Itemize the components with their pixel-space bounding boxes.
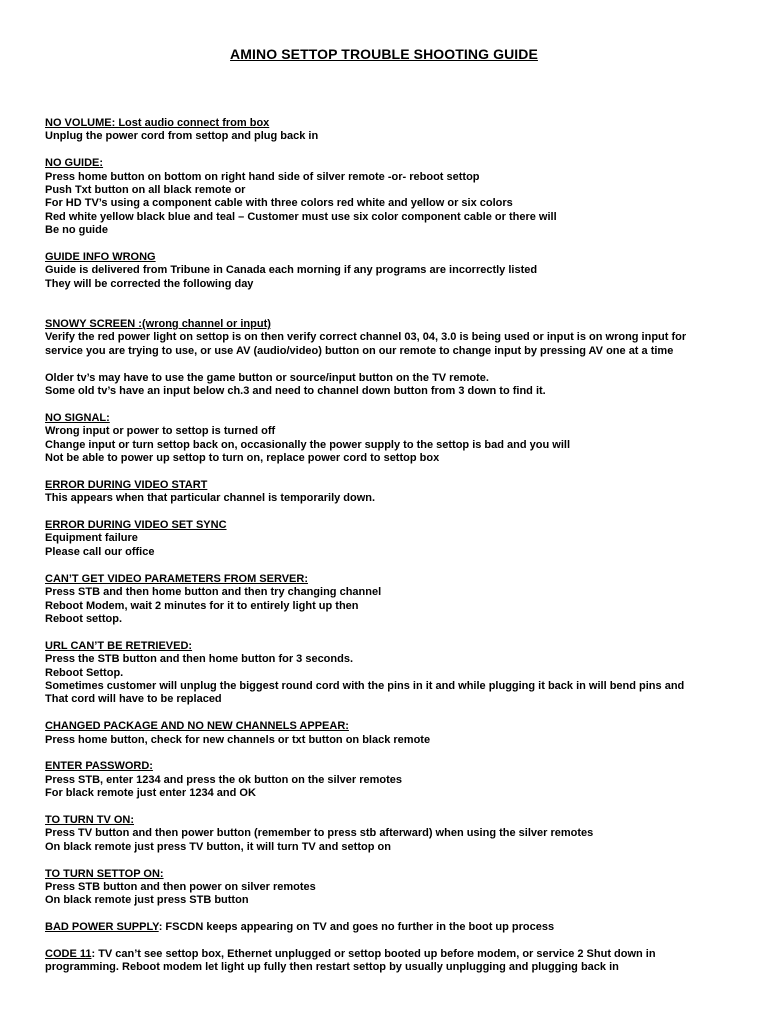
section-line: Reboot Modem, wait 2 minutes for it to entirely light up then	[45, 599, 359, 612]
section-error-video-start	[45, 479, 735, 506]
section-turn-tv-on	[45, 814, 735, 854]
section-changed-package	[45, 720, 735, 747]
section-heading: URL CAN’T BE RETRIEVED:	[45, 639, 193, 652]
section-line: They will be corrected the following day	[45, 277, 254, 290]
section-line: Red white yellow black blue and teal – Customer must use six color component cable or there will	[45, 210, 557, 223]
section-line: Press TV button and then power button (remember to press stb afterward) when using the silver remotes	[45, 827, 594, 840]
section-line: For black remote just enter 1234 and OK	[45, 787, 256, 800]
section-text: : FSCDN keeps appearing on TV and goes no further in the boot up process	[158, 921, 555, 934]
section-line: Wrong input or power to settop is turned off	[45, 425, 276, 438]
section-line: On black remote just press STB button	[45, 894, 249, 907]
section-heading: SNOWY SCREEN :(wrong channel or input)	[45, 318, 271, 331]
section-line: Press STB button and then power on silver remotes	[45, 880, 316, 893]
document-title: AMINO SETTOP TROUBLE SHOOTING GUIDE	[230, 46, 538, 62]
section-no-volume	[45, 117, 735, 144]
section-turn-settop-on	[45, 868, 735, 908]
section-bad-power-supply	[45, 921, 735, 934]
section-heading: CHANGED PACKAGE AND NO NEW CHANNELS APPEAR:	[45, 720, 349, 733]
section-line: Press the STB button and then home button for 3 seconds.	[45, 653, 354, 666]
section-heading: NO SIGNAL:	[45, 411, 110, 424]
section-heading: NO VOLUME: Lost audio connect from box	[45, 117, 270, 129]
section-line: Change input or turn settop back on, occasionally the power supply to the settop is bad and you will	[45, 438, 570, 451]
section-line: For HD TV’s using a component cable with three colors red white and yellow or six colors	[45, 197, 513, 210]
section-line: Press home button, check for new channels or txt button on black remote	[45, 733, 431, 746]
section-line: Press STB, enter 1234 and press the ok button on the silver remotes	[45, 773, 403, 786]
section-url-not-retrieved	[45, 640, 735, 707]
section-heading: TO TURN TV ON:	[45, 813, 135, 826]
section-heading: ERROR DURING VIDEO SET SYNC	[45, 519, 227, 532]
section-error-video-set-sync	[45, 519, 735, 559]
section-line: That cord will have to be replaced	[45, 693, 222, 706]
section-line: service you are trying to use, or use AV (audio/video) button on our remote to change input by pressing AV one at a time	[45, 344, 674, 357]
section-heading: CAN’T GET VIDEO PARAMETERS FROM SERVER:	[45, 572, 309, 585]
document-body	[45, 117, 735, 988]
section-line: Please call our office	[45, 545, 155, 558]
section-heading: ERROR DURING VIDEO START	[45, 478, 208, 491]
section-line: Reboot settop.	[45, 612, 122, 625]
section-text: : TV can’t see settop box, Ethernet unplugged or settop booted up before modem, or service 2 Shut down in	[91, 947, 656, 960]
section-code-11	[45, 948, 735, 975]
section-line: Not be able to power up settop to turn on, replace power cord to settop box	[45, 452, 440, 465]
section-heading: GUIDE INFO WRONG	[45, 251, 156, 264]
section-heading: NO GUIDE:	[45, 157, 104, 170]
section-line: Older tv’s may have to use the game button or source/input button on the TV remote.	[45, 371, 489, 384]
section-line: Push Txt button on all black remote or	[45, 184, 246, 197]
section-line: Some old tv’s have an input below ch.3 and need to channel down button from 3 down to find it.	[45, 385, 546, 398]
section-heading: CODE 11	[45, 947, 92, 960]
section-line: Equipment failure	[45, 532, 138, 545]
section-line: Guide is delivered from Tribune in Canada each morning if any programs are incorrectly listed	[45, 264, 538, 277]
section-no-signal	[45, 412, 735, 466]
section-heading: BAD POWER SUPPLY	[45, 921, 159, 934]
section-guide-info-wrong	[45, 251, 735, 291]
section-older-tvs	[45, 372, 735, 399]
section-heading: TO TURN SETTOP ON:	[45, 867, 164, 880]
section-line	[45, 921, 735, 934]
section-heading: ENTER PASSWORD:	[45, 760, 153, 773]
section-line: programming. Reboot modem let light up fully then restart settop by usually unplugging and plugging back in	[45, 961, 619, 974]
section-line: Verify the red power light on settop is on then verify correct channel 03, 04, 3.0 is being used or input is on wrong input for	[45, 331, 687, 344]
section-line: Sometimes customer will unplug the biggest round cord with the pins in it and while plugging it back in will bend pins and	[45, 679, 685, 692]
section-line: Unplug the power cord from settop and plug back in	[45, 130, 319, 143]
section-line: On black remote just press TV button, it will turn TV and settop on	[45, 840, 391, 853]
section-line: Press STB and then home button and then try changing channel	[45, 586, 382, 599]
section-enter-password	[45, 760, 735, 800]
section-line: Reboot Settop.	[45, 666, 124, 679]
section-video-parameters	[45, 573, 735, 627]
section-line: Be no guide	[45, 224, 108, 237]
section-snowy-screen	[45, 318, 735, 358]
section-no-guide	[45, 157, 735, 237]
section-line: Press home button on bottom on right hand side of silver remote -or- reboot settop	[45, 170, 480, 183]
section-line: This appears when that particular channel is temporarily down.	[45, 492, 376, 505]
section-line	[45, 948, 735, 961]
